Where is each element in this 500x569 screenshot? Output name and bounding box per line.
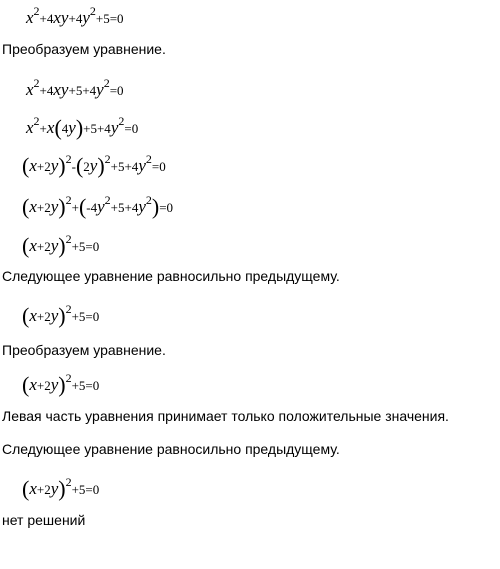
text-left-positive: Левая часть уравнения принимает только положительные значения. — [2, 408, 449, 424]
equation-9: $(x+2y)^2+5=0$ — [22, 475, 100, 501]
equation-5: $(x+2y)^2+(-4y^2+5+4y^2)=0$ — [22, 193, 174, 219]
text-equivalent-1: Следующее уравнение равносильно предыдущему. — [2, 268, 340, 284]
text-transform-2: Преобразуем уравнение. — [2, 342, 166, 358]
equation-4: $(x+2y)^2-(2y)^2+5+4y^2=0$ — [22, 152, 166, 178]
equation-1: $x^2+4xy+4y^2+5=0$ — [26, 4, 124, 27]
text-transform-1: Преобразуем уравнение. — [2, 41, 166, 57]
text-no-solutions: нет решений — [2, 512, 86, 528]
text-equivalent-2: Следующее уравнение равносильно предыдущему. — [2, 441, 340, 457]
equation-3: $x^2+x(4y)+5+4y^2=0$ — [26, 114, 139, 140]
equation-6: $(x+2y)^2+5=0$ — [22, 232, 100, 258]
equation-7: $(x+2y)^2+5=0$ — [22, 302, 100, 328]
equation-2: $x^2+4xy+5+4y^2=0$ — [26, 76, 124, 99]
equation-8: $(x+2y)^2+5=0$ — [22, 371, 100, 397]
